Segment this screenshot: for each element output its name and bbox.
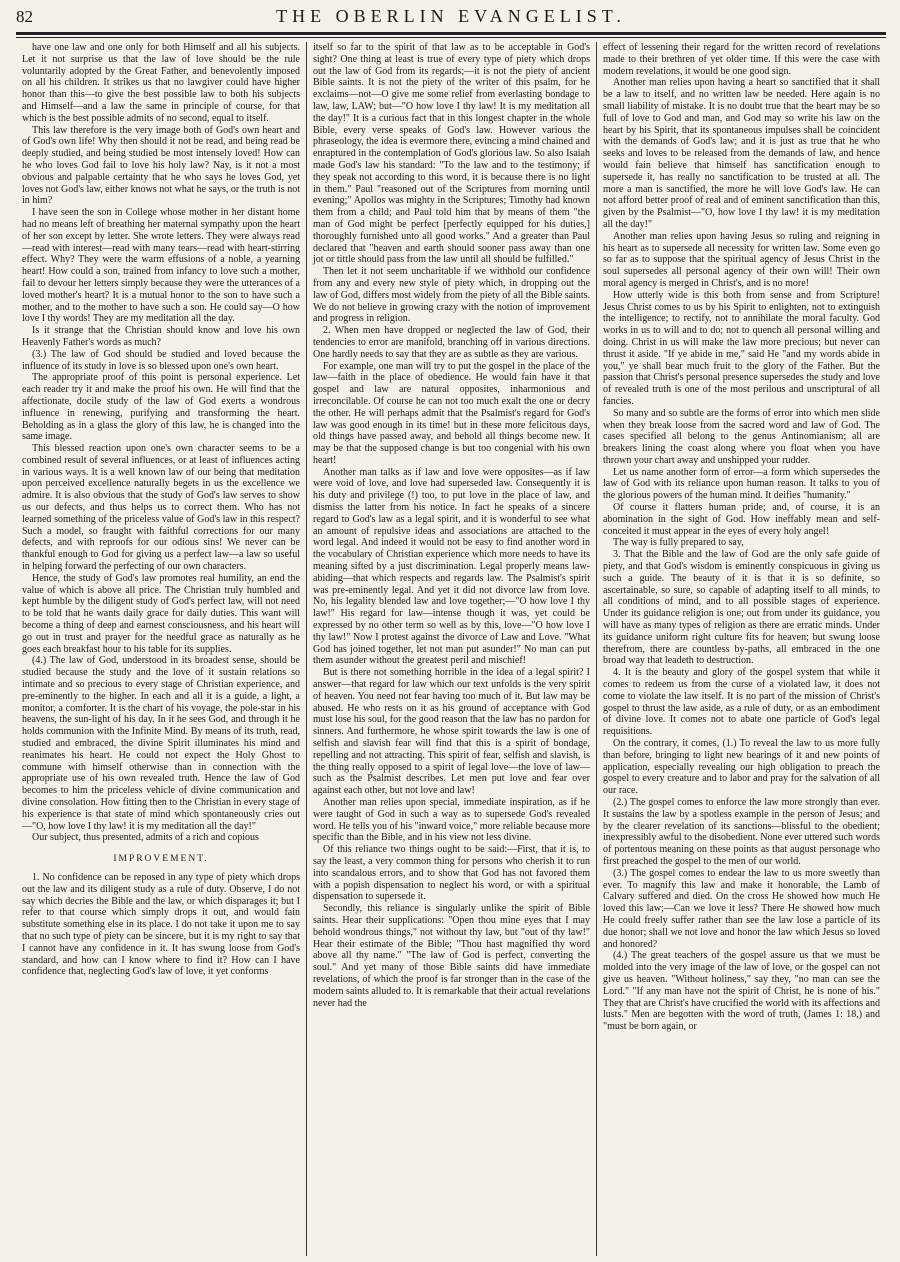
paragraph: Another man relies upon having a heart so sanctified that it shall be a law to itself, and no written law be needed. Here again is no small liability of mistake. It is no doubt true that the heart may be so full of love to God and man, and God may so write his law on the heart by his Spirit, that its spontaneous impulses shall be coincident with the demands of God's law; and it is just as true that he who seeks and loves to be released from the demands of law, and hence would fain believe that himself has sanctification enough to supersede it, has really no sanctification to be trusted at all. The more a man is sanctified, the more he will love God's law. He can not afford better proof of real and of eminent sanctification than this, given by the Psalmist—"O, how love I thy law! it is my meditation all the day!" bbox=[603, 77, 880, 230]
paragraph: 1. No confidence can be reposed in any type of piety which drops out the law and its diligent study as a rule of duty. Observe, I do not say which decries the Bible and the law, or which disparages it; but I refer to that course which simply drops it out, and would fain substitute something else in its place. I do not take it upon me to say that no such type of piety can be sincere, but it is my right to say that I cannot have any confidence in it. It has swung loose from God's standard, and how can I know where to find it? How can I have confidence that, neglecting God's law of love, it yet conforms bbox=[22, 871, 300, 978]
paragraph: Is it strange that the Christian should know and love his own Heavenly Father's words as much? bbox=[22, 325, 300, 348]
paragraph: The way is fully prepared to say, bbox=[613, 537, 744, 549]
paragraph: 2. When men have dropped or neglected the law of God, their tendencies to error are manifold, branching off in various directions. One hardly needs to say that they are as subtle as they are various. bbox=[313, 325, 590, 360]
paragraph: Let us name another form of error—a form which supersedes the law of God with its reliance upon human reason. It talks to you of the glorious powers of the human mind. It deifies "humanity." bbox=[603, 466, 880, 502]
paragraph: (2.) The gospel comes to enforce the law more strongly than ever. It sustains the law by a spotless example in the person of Jesus; and by the clearer revelation of its sanctions—blissful to the obedient; inexpressibly awful to the disobedient. None ever uttered such words of portentous meaning on these points as that august personage who first preached the gospel to the men of our world. bbox=[603, 797, 880, 867]
paragraph: Our subject, thus presented, admits of a rich and copious bbox=[32, 832, 259, 844]
paragraph: This law therefore is the very image both of God's own heart and of God's own life! Why then should it not be read, and being read be deeply studied, and being studied be most intensely loved! How can he who loves God fail to love his holy law? Nay, is it not a most obvious and palpable certainty that he who says he loves God, yet loves not God's law, either knows not what he says, or the truth is not in him? bbox=[22, 124, 300, 207]
paragraph: Another man talks as if law and love were opposites—as if law were void of love, and love had superseded law. Consequently it is his duty and privilege (!) too, to put love in the place of law, and dismiss the latter from his notice. In fact he speaks of a sincere regard to God's law as a legal spirit, and it is wonderful to see what an amount of repulsive ideas and associations are attached to the word legal. And indeed it would not be easy to find another word in the vocabulary of Christian experience which more needs to have its meaning sifted by a just discrimination. Legal properly means law-abiding—that which respects and regards law. The Psalmist's spirit was pre-eminently legal. And yet it did not divorce law from love. No, his legality blended law and love together;—"O how love I thy law!" His regard for law—intense though it was, yet could be expressed by no other term so well as by this, love—"O how love I thy law!" Now I protest against the divorce of Law and Love. "What God has joined together, let not man put asunder!" No man can put them asunder without the greatest peril and mischief! bbox=[313, 466, 590, 667]
paragraph: For example, one man will try to put the gospel in the place of the law—faith in the place of obedience. He would fain have it that gospel and law are natural opposites, inharmonious and irreconcilable. Of course he can not too much exalt the one or decry the other. He will perhaps admit that the Psalmist's regard for God's law was good enough in its time! but in these more felicitous days, old things have passed away, and behold all things become new. It may be that the supposed change is but too congenial with his own heart! bbox=[313, 360, 590, 466]
paragraph: 4. It is the beauty and glory of the gospel system that while it comes to redeem us from the curse of a violated law, it does not come to violate the law itself. It is no part of the mission of Christ's gospel to thrust the law aside, as a rule of duty, or as an embodiment of divine love. It comes not to abate one particle of God's legal requisitions. bbox=[603, 667, 880, 738]
section-heading: IMPROVEMENT. bbox=[113, 854, 209, 865]
masthead bbox=[16, 6, 886, 30]
paragraph: On the contrary, it comes, (1.) To reveal the law to us more fully than before, bringing to light new bearings of it and new points of application, especially revealing our high obligation to preach the gospel to every creature and to labor and pray for the salvation of all our race. bbox=[603, 738, 880, 797]
column-3 bbox=[596, 42, 886, 1256]
paragraph: So many and so subtle are the forms of error into which men slide when they break loose from the sacred word and law of God. The cases specified all belong to the genus Antinomianism; all are breakers lining the coast along where you float when you have thrown your chart away and unshipped your rudder. bbox=[603, 407, 880, 466]
paragraph: itself so far to the spirit of that law as to be acceptable in God's sight? One thing at least is true of every type of piety which drops out the law of God from its regards;—it is not the piety of ancient Bible saints. It is not the piety of the writer of this psalm, for he exclaims—not—O give me some relief from everlasting bondage to law, law, LAW; but—"O how love I thy law! It is my meditation all the day!" It is a curious fact that in this longest chapter in the whole Bible, every verse speaks of God's law. However various the phraseology, the idea is evermore there, evincing a mind chained and enraptured in the contemplation of God's glorious law. So also Isaiah made God's law his standard: "To the law and to the testimony; if they speak not according to this word, it is because there is no light in them." Paul "reasoned out of the Scriptures from morning until evening;" Apollos was mighty in the Scriptures; Timothy had known them from a child; and Paul told him that by means of them "the man of God might be perfect [perfectly equipped for his duties,] thoroughly furnished unto all good works." And a greater than Paul declared that "heaven and earth should sooner pass away than one jot or tittle should pass from the law until all should be fulfilled." bbox=[313, 42, 590, 266]
page-number: 82 bbox=[16, 7, 33, 26]
paragraph: But is there not something horrible in the idea of a legal spirit? I answer—that regard for law which our text unfolds is the very spirit of heaven. You need not fear having too much of it. But law may be abused. He who rests on it as his ground of acceptance with God must lose his soul, for the good reason that the law has no pardon for sinners. And furthermore, he whose spirit towards the law is one of selfish and slavish fear will find that this is a spirit of bondage, repelling and not attracting. This spirit of fear, selfish and slavish, is the thing really opposed to a spirit of legal love—the love of law—such as the Psalmist describes. Let men put love and fear over against each other, but not love and law! bbox=[313, 667, 590, 797]
header-rule bbox=[16, 32, 886, 38]
paragraph: Of this reliance two things ought to be said:—First, that it is, to say the least, a very common thing for persons who cherish it to run into scandalous errors, and to show that God has not favored them with a popish dispensation to neglect his word, or with a spiritual dispensation to supersede it. bbox=[313, 844, 590, 903]
publication-title: THE OBERLIN EVANGELIST. bbox=[276, 6, 626, 26]
paragraph: I have seen the son in College whose mother in her distant home had no means left of breathing her maternal sympathy upon the heart of her son except by letter. She wrote letters. They were always read—read with interest—read with many tears—read with heart-stirring effect. Why? They were the warm effusions of a noble, a yearning heart! How could a son, trained from infancy to love such a mother, fail to devour her letters simply because they were the utterances of a loved mother's heart? It is a mutual honor to the son to have such a mother, and to the mother to have such a son. He could say—O how love I thy words! They are my meditation all the day. bbox=[22, 207, 300, 325]
column-1 bbox=[16, 42, 306, 1256]
paragraph: (4.) The law of God, understood in its broadest sense, should be studied because the study and the love of it sustain relations so intimate and so precious to every stage of Christian experience, and pre-eminently to the higher. In each and all it is a guide, a light, a monitor, a comforter. It is the chart of his voyage, the pole-star in his heavens, the sun-light of his day. In it he sees God, and through it he holds communion with the Infinite Mind. By means of its truth, read, studied and embraced, the divine Spirit illuminates his mind and reanimates his heart. He could not expect the Holy Ghost to commune with himself otherwise than in connection with the appropriate use of his own revealed truth. Hence the law of God becomes to him the priceless vehicle of divine communication and divine consolation. How fitting then to the Christian in every stage of his experience is that state of mind which spontaneously cries out—"O, how love I thy law! it is my meditation all the day!" bbox=[22, 655, 300, 832]
column-2 bbox=[306, 42, 596, 1256]
paragraph: 3. That the Bible and the law of God are the only safe guide of piety, and that God's wisdom is eminently conspicuous in giving us such a guide. The beauty of it is that it is so definite, so ascertainable, so sure, so capable of adapting itself to all minds, to all conditions of mind, and to all possible stages of experience. Under its guidance religion is one; out from under its guidance, you will have as many types of religion as there are erratic minds. Under its guidance uniform right culture fits for heaven; but swung loose therefrom, there are countless by-paths, all embraced in the one broad way that leadeth to destruction. bbox=[603, 549, 880, 667]
paragraph: The appropriate proof of this point is personal experience. Let each reader try it and make the proof his own. He will find that the affectionate, docile study of the law of God exerts a wondrous influence in renewing, purifying and transforming the heart. Beholding as in a glass the glory of this law, he is changed into the same image. bbox=[22, 372, 300, 443]
text-columns bbox=[16, 42, 886, 1256]
paragraph: Another man relies upon special, immediate inspiration, as if he were taught of God in such a way as to supersede God's revealed word. He tells you of his "inward voice," more reliable because more specific than the Bible, and in his view not less divine. bbox=[313, 797, 590, 844]
paragraph: (3.) The gospel comes to endear the law to us more sweetly than ever. To magnify this law and make it honorable, the Lamb of Calvary suffered and died. On the cross He showed how much He loved this law;—Can we love it less? There He showed how much He could freely suffer rather than see the law lose a particle of its due honor; shall we not love and honor the law which Jesus so loved and honored? bbox=[603, 867, 880, 950]
paragraph: effect of lessening their regard for the written record of revelations made to their brethren of yet older time. If this were the case with modern revelations, it would be one good sign. bbox=[603, 42, 880, 77]
paragraph: Then let it not seem uncharitable if we withhold our confidence from any and every new style of piety which, in dropping out the law of God, differs most widely from the piety of all the Bible saints. We do not believe in growing crazy with the notion of improvement and progress in religion. bbox=[313, 266, 590, 325]
paragraph: (4.) The great teachers of the gospel assure us that we must be molded into the very image of the law of love, or the gospel can not give us heaven. "Without holiness," say they, "no man can see the Lord." "If any man have not the spirit of Christ, he is none of his." They that are Christ's have crucified the world with its affections and lusts." Men are begotten with the word of truth, (James 1: 18,) and "must be born again, or bbox=[603, 950, 880, 1033]
paragraph: Secondly, this reliance is singularly unlike the spirit of Bible saints. Hear their supplications: "Open thou mine eyes that I may behold wondrous things," not without thy law, but "out of thy law!" Hear their estimate of the Bible; "Thou hast magnified thy word above all thy name." "The law of God is perfect, converting the soul." And yet many of those Bible saints did have immediate revelations, of which the proof is far stronger than in the case of the modern saints alluded to. It is remarkable that their actual revelations never had the bbox=[313, 903, 590, 1009]
paragraph: Hence, the study of God's law promotes real humility, an end the value of which is above all price. The Christian truly humbled and kept humble by the diligent study of God's perfect law, will not need to be told that he wants daily grace for daily duties. This want will become a thing of deep and earnest consciousness, and his heart will go out in trust and prayer for the needful grace as naturally as he goes each breakfast hour to his table for its supplies. bbox=[22, 572, 300, 655]
paragraph: Of course it flatters human pride; and, of course, it is an abomination in the sight of God. How ineffably mean and self-conceited it must appear in the eyes of every holy angel! bbox=[603, 502, 880, 537]
paragraph: Another man relies upon having Jesus so ruling and reigning in his heart as to supersede all necessity for written law. Some even go so far as to suppose that the spiritual agency of Jesus Christ in the soul supersedes all personal agency of their own will! Their own moral agency is merged in Christ's, and is no more! bbox=[603, 230, 880, 289]
paragraph: How utterly wide is this both from sense and from Scripture! Jesus Christ comes to us by his Spirit to enlighten, not to extinguish the intelligence; to rectify, not to annihilate the moral faculty. God works in us to will and to do; not to quench all personal willing and doing. Christ in us will make the law more precious; but never can thrust it aside. "If ye abide in me," said He "and my words abide in you," ye shall bear much fruit to the glory of the Father. But the passion that Christ's personal presence supersedes the study and love of revealed truth is one of the most perilous and unscriptural of all fancies. bbox=[603, 289, 880, 407]
paragraph: (3.) The law of God should be studied and loved because the influence of its study in love is so blessed upon one's own heart. bbox=[22, 348, 300, 372]
paragraph: have one law and one only for both Himself and all his subjects. Let it not surprise us that the law of love should be the rule voluntarily adopted by the Great Father, and benevolently imposed on all his children. It strikes us that no lawgiver could have higher honor than this—to give the best possible law to both his subjects and Himself—and a law the same in principle of course, for that which is the best possible admits of no second, equal to itself. bbox=[22, 42, 300, 124]
paragraph: This blessed reaction upon one's own character seems to be a combined result of several influences, or at least of influences acting in various ways. It is a well known law of our being that meditation upon perceived excellence naturally begets in us the excellence we admire. It is also obvious that the study of God's law serves to show us our defects, and thus helps us to correct them. Who has not learned something of the priceless value of God's law in this respect? Such a model, so fraught with faithful corrections for our many defects, and with reproofs for our odious sins! We never can be thankful enough to God for giving us a perfect law—a law so useful in helping forward the perfecting of our own characters. bbox=[22, 443, 300, 573]
